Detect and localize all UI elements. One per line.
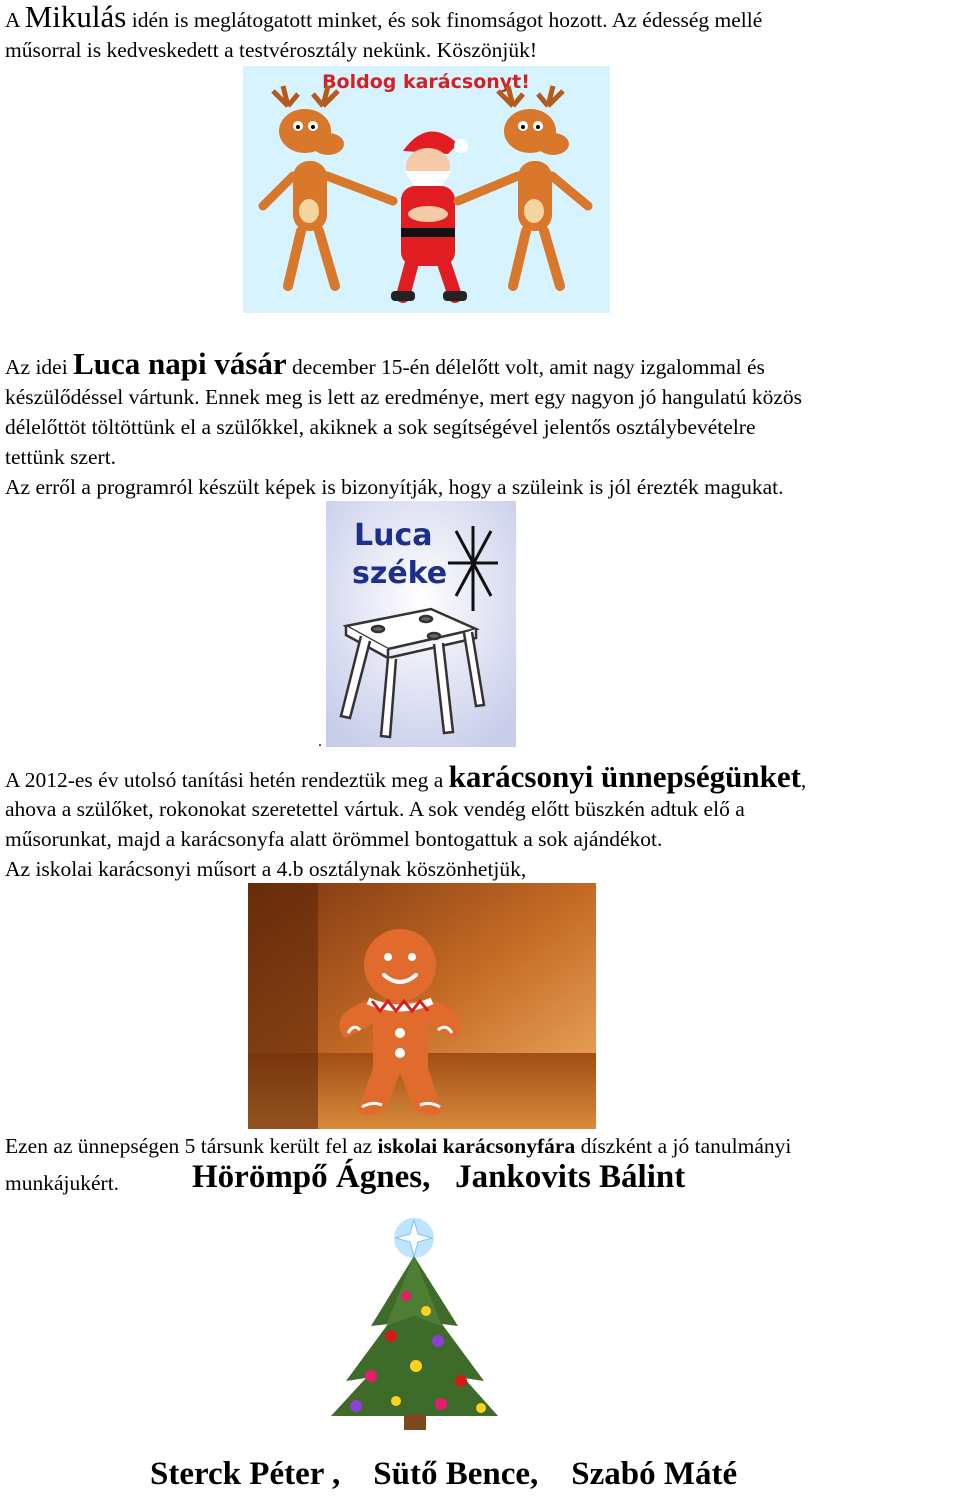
mikulas-heading: Mikulás — [24, 0, 127, 34]
para2-text: Az idei — [5, 355, 74, 379]
para4-text: Ezen az ünnepségen 5 társunk került fel az — [5, 1134, 378, 1158]
para1-line2: műsorral is kedveskedett a testvérosztály nekünk. Köszönjük! — [5, 38, 537, 62]
luca-title-line1: Luca — [354, 518, 433, 553]
greeting-caption: Boldog karácsonyt! — [322, 71, 530, 93]
luca-heading: Luca napi vásár — [73, 346, 287, 381]
unnepseg-heading: karácsonyi ünnepségünket — [448, 759, 801, 794]
para3-text: , — [800, 768, 807, 792]
para3-line2: ahova a szülőket, rokonokat szeretettel vártuk. A sok vendég előtt büszkén adtuk elő a — [5, 797, 745, 821]
para2-line2: készülődéssel vártunk. Ennek meg is lett az eredménye, mert egy nagyon jó hangulatú közös — [5, 385, 803, 409]
para1-line1 — [5, 2, 762, 35]
tree-star-icon — [394, 1218, 434, 1258]
para4-line1 — [5, 1131, 791, 1161]
para2-line1 — [5, 346, 765, 382]
para2-line4: tettünk szert. — [5, 445, 117, 469]
para3-text: A 2012-es év utolsó tanítási hetén rendeztük meg a — [5, 768, 449, 792]
para3-line3: műsorunkat, majd a karácsonyfa alatt örömmel bontogattuk a sok ajándékot. — [5, 827, 663, 851]
para1-text: idén is meglátogatott minket, és sok finomságot hozott. Az édesség mellé — [126, 8, 763, 32]
honoree-names-row2: Sterck Péter , Sütő Bence, Szabó Máté — [150, 1456, 738, 1492]
para3-line4: Az iskolai karácsonyi műsort a 4.b osztálynak köszönhetjük, — [5, 857, 527, 881]
karacsonyfa-highlight: iskolai karácsonyfára — [377, 1134, 576, 1158]
christmas-tree-image — [326, 1216, 504, 1434]
gingerbread-image — [248, 883, 596, 1129]
separator-dot: . — [318, 733, 322, 750]
luca-szeke-image — [326, 501, 516, 747]
santa-reindeer-image — [243, 66, 610, 313]
para2-line3: délelőttöt töltöttünk el a szülőkkel, akiknek a sok segítségével jelentős osztálybevételre — [5, 415, 756, 439]
para4-text: díszként a jó tanulmányi — [575, 1134, 792, 1158]
para3-line1 — [5, 759, 807, 795]
luca-title-line2: széke — [352, 556, 448, 591]
para4-line2: munkájukért. — [5, 1171, 120, 1195]
para2-line5: Az erről a programról készült képek is bizonyítják, hogy a szüleink is jól érezték magukat. — [5, 475, 784, 499]
para1-text: A — [5, 8, 25, 32]
honoree-names-row1: Hörömpő Ágnes, Jankovits Bálint — [192, 1159, 686, 1195]
para2-text: december 15-én délelőtt volt, amit nagy izgalommal és — [286, 355, 765, 379]
